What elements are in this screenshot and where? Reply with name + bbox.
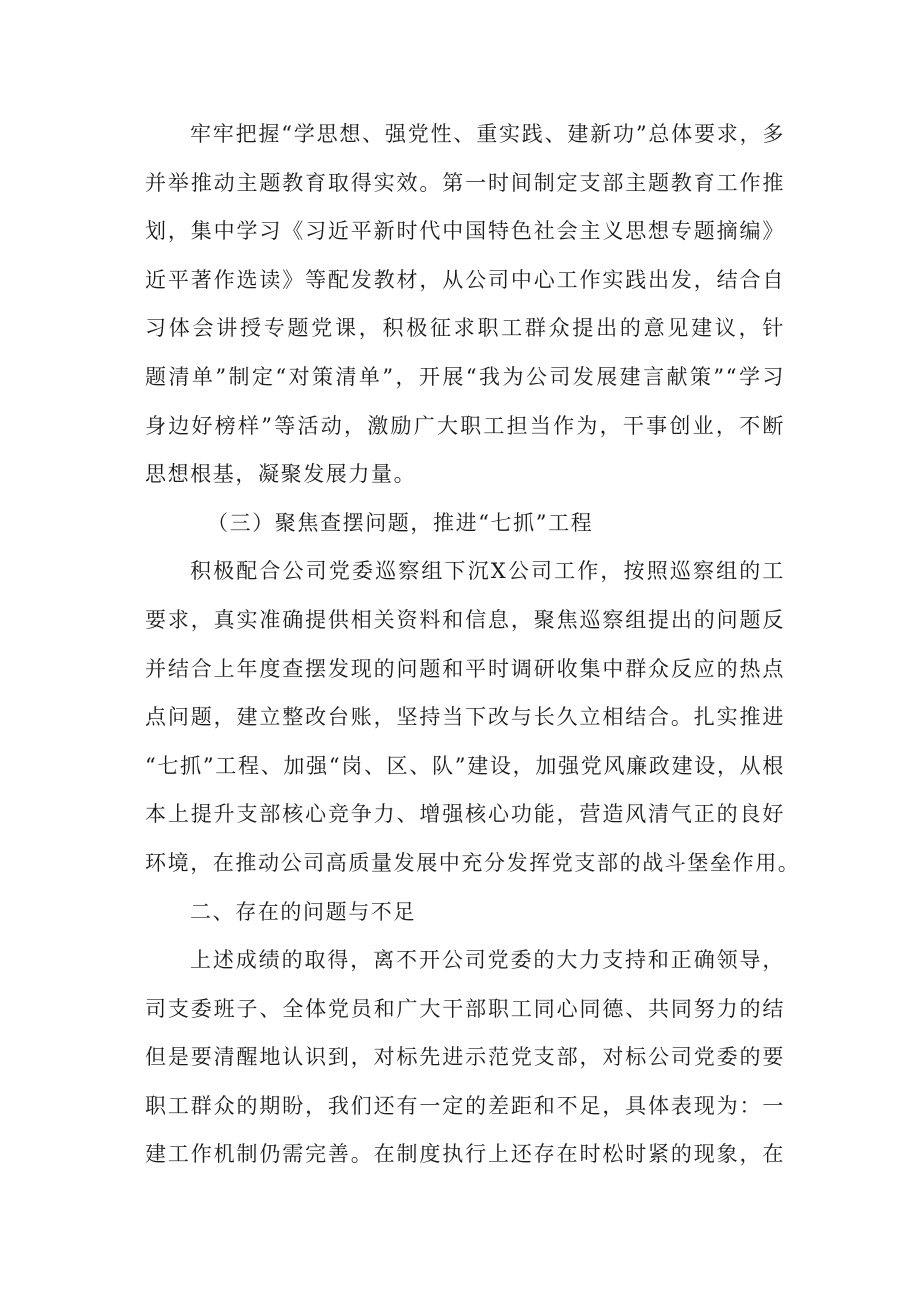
paragraph-line: 题清单”制定“对策清单”，开展“我为公司发展建言献策”“学习 bbox=[145, 364, 785, 389]
paragraph-line: 司支委班子、全体党员和广大干部职工同心同德、共同努力的结 bbox=[145, 996, 785, 1021]
paragraph-line: 并结合上年度查摆发现的问题和平时调研收集中群众反应的热点 bbox=[145, 656, 785, 681]
paragraph-line: 思想根基，凝聚发展力量。 bbox=[145, 462, 417, 487]
paragraph-line: 习体会讲授专题党课，积极征求职工群众提出的意见建议，针 bbox=[145, 316, 785, 341]
paragraph-line: 近平著作选读》等配发教材，从公司中心工作实践出发，结合自 bbox=[145, 267, 785, 292]
document-body bbox=[145, 110, 801, 1179]
paragraph-line: 并举推动主题教育取得实效。第一时间制定支部主题教育工作推 bbox=[145, 170, 785, 195]
paragraph-line: 建工作机制仍需完善。在制度执行上还存在时松时紧的现象，在 bbox=[145, 1142, 785, 1167]
paragraph-line: 划，集中学习《习近平新时代中国特色社会主义思想专题摘编》 bbox=[145, 219, 785, 244]
paragraph-line: 点问题，建立整改台账，坚持当下改与长久立相结合。扎实推进 bbox=[145, 705, 785, 730]
paragraph-line: 上述成绩的取得，离不开公司党委的大力支持和正确领导， bbox=[190, 948, 785, 973]
paragraph-line: 环境，在推动公司高质量发展中充分发挥党支部的战斗堡垒作用。 bbox=[145, 850, 801, 875]
paragraph-line: 牢牢把握“学思想、强党性、重实践、建新功”总体要求，多 bbox=[190, 122, 785, 146]
paragraph-line: 本上提升支部核心竞争力、增强核心功能，营造风清气正的良好 bbox=[145, 802, 785, 827]
paragraph-line: 积极配合公司党委巡察组下沉X公司工作，按照巡察组的工 bbox=[190, 559, 785, 584]
section-heading: 二、存在的问题与不足 bbox=[190, 899, 416, 924]
paragraph-line: 职工群众的期盼，我们还有一定的差距和不足，具体表现为：一 bbox=[145, 1093, 785, 1118]
paragraph-line: 要求，真实准确提供相关资料和信息，聚焦巡察组提出的问题反 bbox=[145, 607, 785, 632]
paragraph-line: 但是要清醒地认识到，对标先进示范党支部，对标公司党委的要 bbox=[145, 1045, 785, 1070]
paragraph-line: “七抓”工程、加强“岗、区、队”建设，加强党风廉政建设，从根 bbox=[145, 753, 785, 778]
paragraph-line: 身边好榜样”等活动，激励广大职工担当作为，干事创业，不断 bbox=[145, 413, 785, 438]
section-heading: （三）聚焦查摆问题，推进“七抓”工程 bbox=[207, 510, 594, 535]
